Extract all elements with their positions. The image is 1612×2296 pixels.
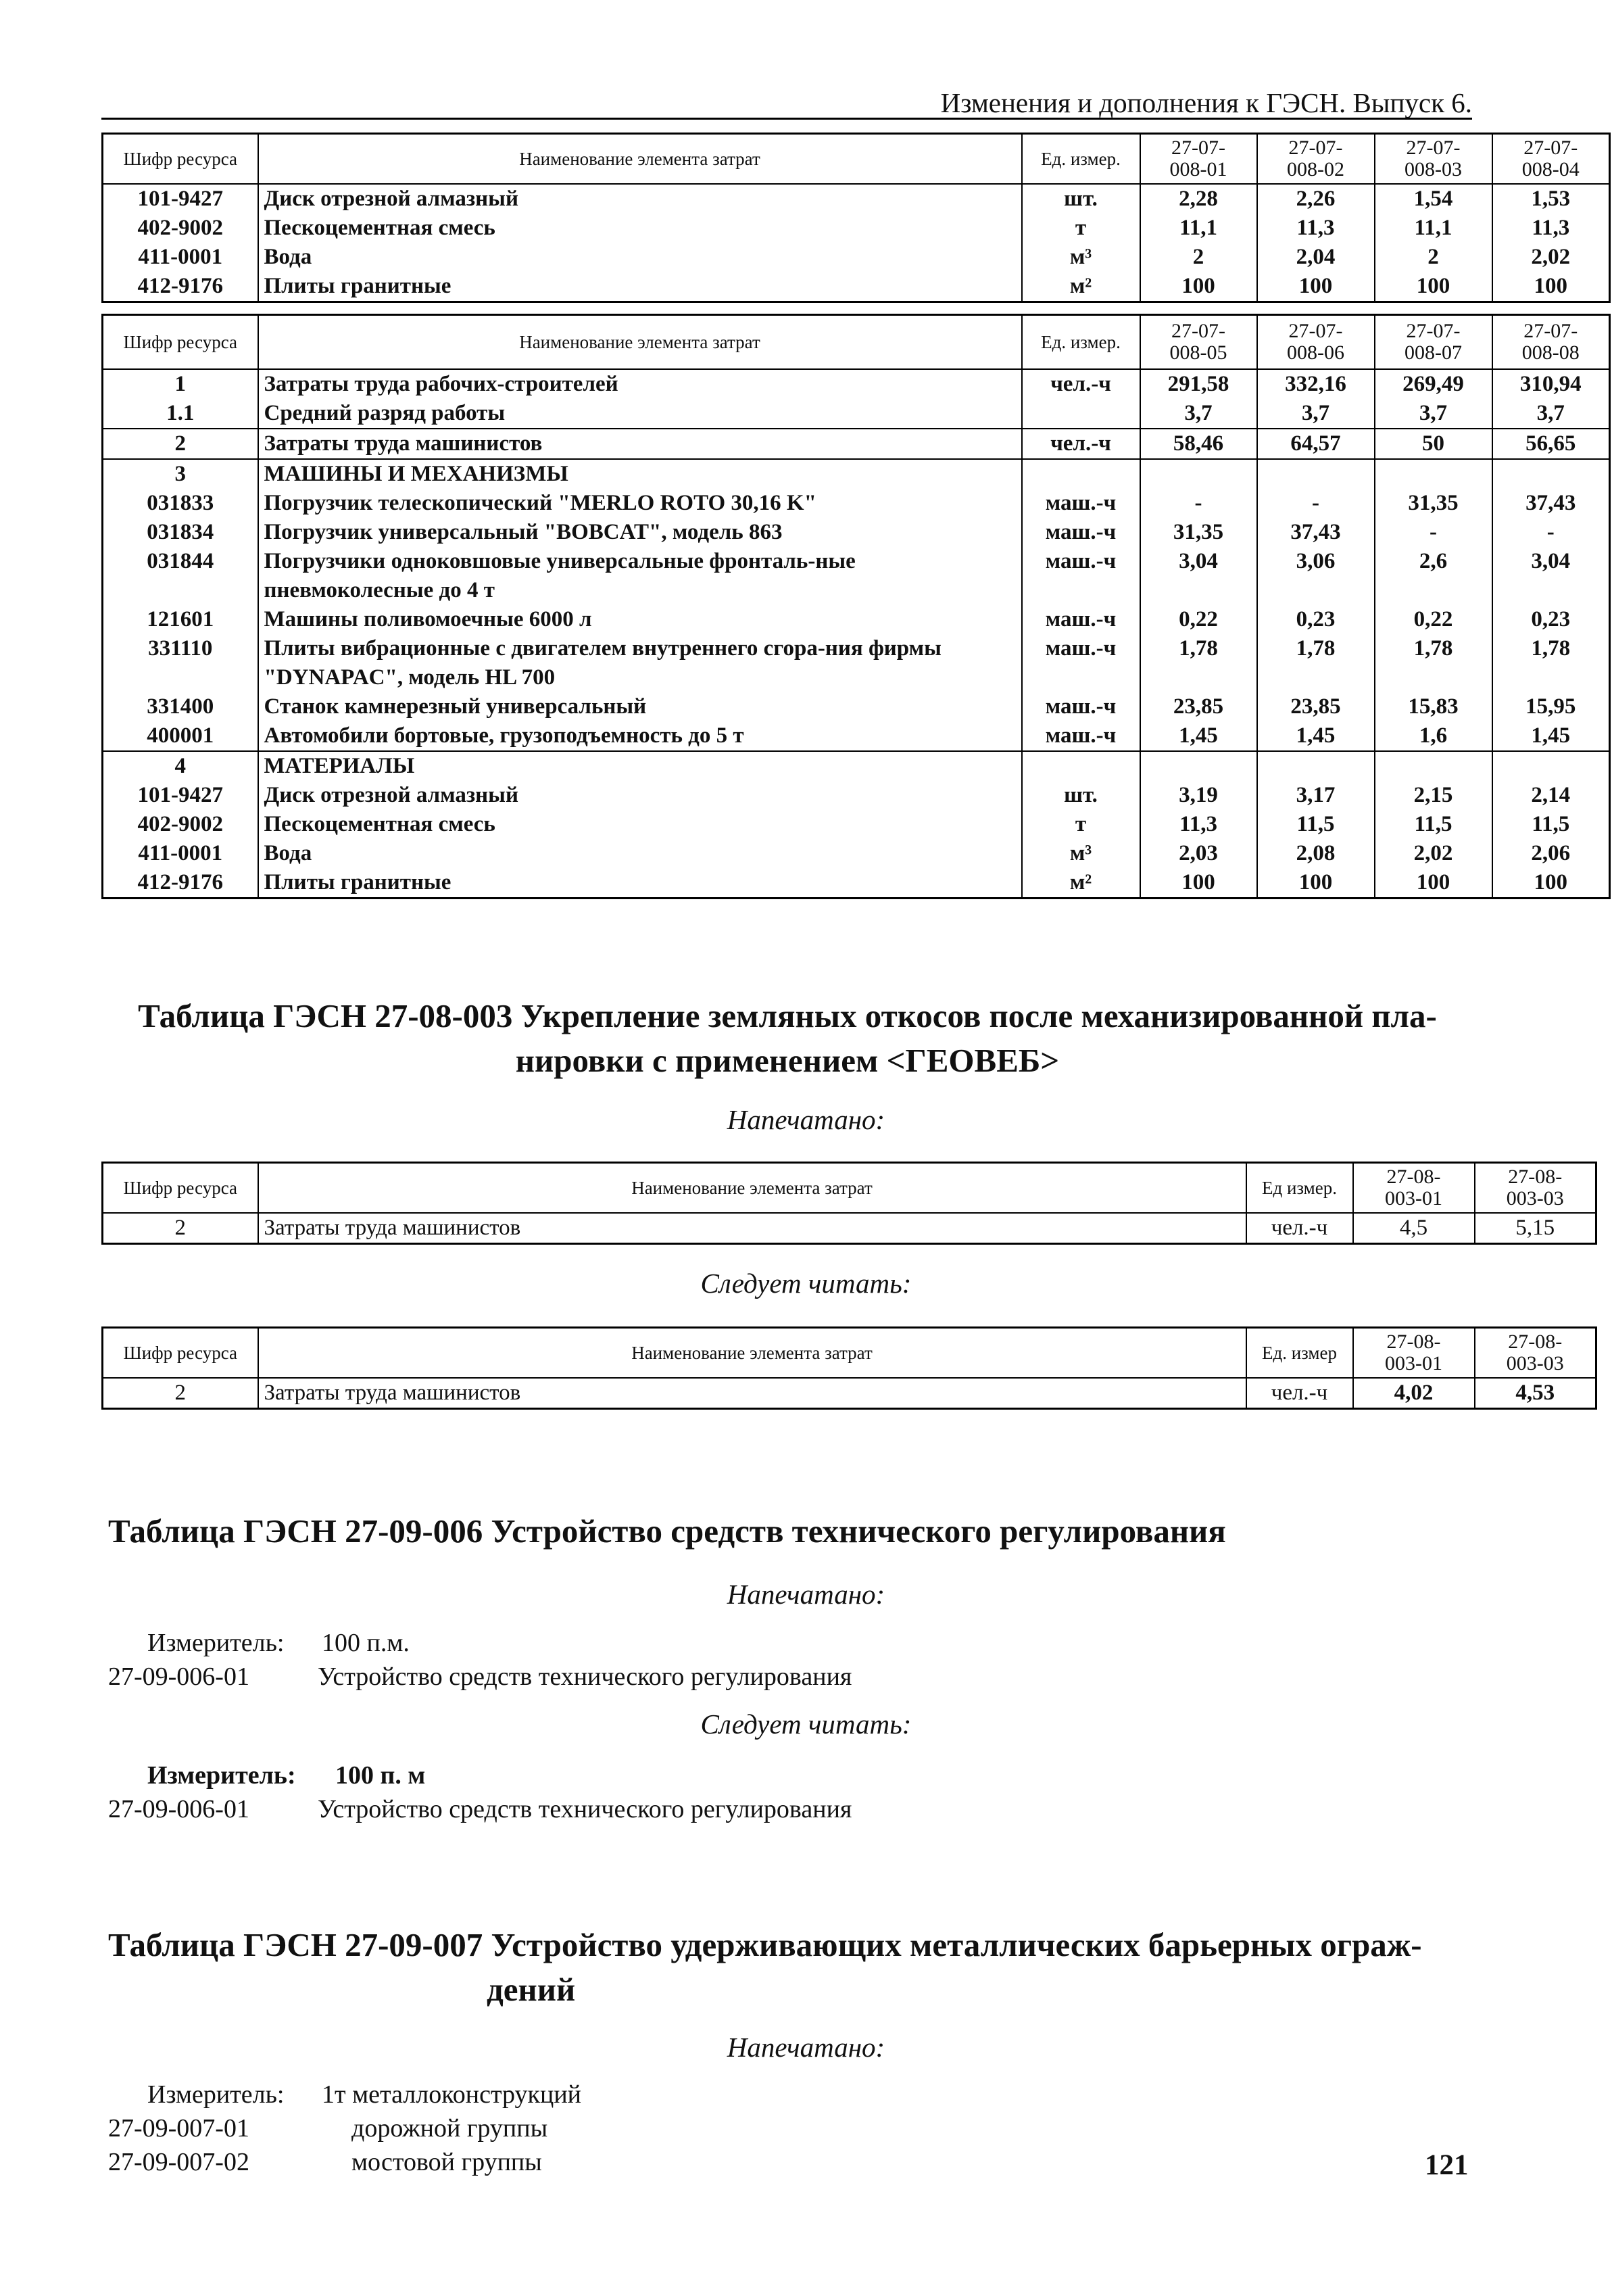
table-row bbox=[103, 634, 1610, 692]
page-number: 121 bbox=[1425, 2149, 1469, 2181]
cell-value: 1,78 bbox=[1375, 634, 1492, 692]
cell-value bbox=[1492, 459, 1610, 489]
cell-value: 2,15 bbox=[1375, 781, 1492, 810]
cell-unit: маш.-ч bbox=[1022, 605, 1140, 634]
table-row bbox=[103, 214, 1610, 243]
cell-code: 3 bbox=[103, 459, 258, 489]
cell-value: 3,7 bbox=[1375, 399, 1492, 429]
cell-unit: чел.-ч bbox=[1246, 1378, 1353, 1409]
col-header-name: Наименование элемента затрат bbox=[258, 134, 1022, 185]
cell-value: 11,5 bbox=[1492, 810, 1610, 839]
section-heading-27-08-003 bbox=[101, 994, 1473, 1083]
cell-name: Вода bbox=[258, 839, 1022, 868]
cell-name: Погрузчики одноковшовые универсальные фронталь-ные пневмоколесные до 4 т bbox=[258, 547, 1022, 605]
cell-unit bbox=[1022, 751, 1140, 781]
cell-unit: т bbox=[1022, 214, 1140, 243]
cell-value: 56,65 bbox=[1492, 429, 1610, 459]
table-header-row bbox=[103, 1163, 1596, 1214]
cell-value: 0,22 bbox=[1375, 605, 1492, 634]
col-header-norm: 27-08- 003-01 bbox=[1353, 1328, 1475, 1379]
cell-name: Плиты вибрационные с двигателем внутреннего сгора-ния фирмы "DYNAPAC", модель HL 700 bbox=[258, 634, 1022, 692]
resources-table-2 bbox=[101, 314, 1611, 899]
table-row bbox=[103, 547, 1610, 605]
table-row bbox=[103, 1213, 1596, 1244]
cell-value: 2,28 bbox=[1140, 184, 1257, 214]
heading-line: Таблица ГЭСН 27-09-006 Устройство средств технического регулирования bbox=[108, 1512, 1226, 1550]
cell-value: 2,06 bbox=[1492, 839, 1610, 868]
cell-code: 101-9427 bbox=[137, 783, 223, 807]
table-row bbox=[103, 459, 1610, 489]
cell-value: - bbox=[1492, 518, 1610, 547]
cell-value: 100 bbox=[1492, 868, 1610, 899]
cell-value: 2,26 bbox=[1257, 184, 1375, 214]
cell-name: Диск отрезной алмазный bbox=[258, 781, 1022, 810]
col-header-name: Наименование элемента затрат bbox=[258, 315, 1022, 370]
cell-code: 412-9176 bbox=[137, 274, 223, 298]
cell-value: 4,53 bbox=[1475, 1378, 1596, 1409]
cell-value: 291,58 bbox=[1140, 369, 1257, 399]
col-header-norm: 27-08- 003-03 bbox=[1475, 1328, 1596, 1379]
cell-value: - bbox=[1257, 489, 1375, 518]
cell-name: Плиты гранитные bbox=[258, 868, 1022, 899]
cell-code: 402-9002 bbox=[137, 812, 223, 836]
col-header-norm: 27-08- 003-01 bbox=[1353, 1163, 1475, 1214]
meter-value: 100 п.м. bbox=[322, 1629, 410, 1657]
printed-label: Напечатано: bbox=[727, 2032, 885, 2063]
cell-value: 2,02 bbox=[1492, 243, 1610, 272]
cell-value: 2,14 bbox=[1492, 781, 1610, 810]
cell-value: 0,23 bbox=[1492, 605, 1610, 634]
cell-name: Автомобили бортовые, грузоподъемность до 5 т bbox=[258, 721, 1022, 751]
cell-value: 100 bbox=[1375, 868, 1492, 899]
cell-name: Затраты труда машинистов bbox=[258, 1378, 1246, 1409]
cell-value bbox=[1257, 751, 1375, 781]
table-row bbox=[103, 1378, 1596, 1409]
cell-unit bbox=[1022, 459, 1140, 489]
cell-unit: шт. bbox=[1022, 184, 1140, 214]
cell-name: МАТЕРИАЛЫ bbox=[258, 751, 1022, 781]
heading-line-1: Таблица ГЭСН 27-09-007 Устройство удерживающих металлических барьерных ограж- bbox=[108, 1926, 1422, 1963]
cell-name: Станок камнерезный универсальный bbox=[258, 692, 1022, 721]
table-row bbox=[103, 272, 1610, 302]
table-row bbox=[103, 184, 1610, 214]
cell-code: 031833 bbox=[147, 491, 214, 515]
cell-value: 1,6 bbox=[1375, 721, 1492, 751]
col-header-norm: 27-07- 008-08 bbox=[1492, 315, 1610, 370]
cell-code: 411-0001 bbox=[138, 841, 223, 865]
cell-value: 1,45 bbox=[1257, 721, 1375, 751]
table-row bbox=[103, 781, 1610, 810]
col-header-name: Наименование элемента затрат bbox=[258, 1328, 1246, 1379]
table-header-row bbox=[103, 134, 1610, 185]
cell-value: 3,04 bbox=[1140, 547, 1257, 605]
item-name: мостовой группы bbox=[351, 2148, 542, 2176]
running-header bbox=[101, 87, 1472, 120]
cell-value: 2 bbox=[1140, 243, 1257, 272]
cell-unit bbox=[1022, 399, 1140, 429]
table-row bbox=[103, 399, 1610, 429]
cell-value: 1,45 bbox=[1492, 721, 1610, 751]
cell-value: 31,35 bbox=[1140, 518, 1257, 547]
col-header-code: Шифр ресурса bbox=[103, 315, 258, 370]
meter-label: Измеритель: bbox=[147, 1761, 296, 1790]
cell-value: 11,1 bbox=[1375, 214, 1492, 243]
item-code: 27-09-006-01 bbox=[108, 1663, 249, 1691]
col-header-unit: Ед измер. bbox=[1246, 1163, 1353, 1214]
col-header-code: Шифр ресурса bbox=[103, 1163, 258, 1214]
cell-value: 11,5 bbox=[1257, 810, 1375, 839]
cell-value: 269,49 bbox=[1375, 369, 1492, 399]
cell-value: 2,6 bbox=[1375, 547, 1492, 605]
read-table-27-08-003 bbox=[101, 1326, 1597, 1410]
meter-label: Измеритель: bbox=[147, 1629, 285, 1657]
cell-value: 3,17 bbox=[1257, 781, 1375, 810]
cell-value: 11,3 bbox=[1140, 810, 1257, 839]
running-header-title: Изменения и дополнения к ГЭСН. Выпуск 6. bbox=[940, 87, 1472, 118]
table-row bbox=[103, 868, 1610, 899]
cell-value: 2,04 bbox=[1257, 243, 1375, 272]
table-row bbox=[103, 605, 1610, 634]
cell-name: Плиты гранитные bbox=[258, 272, 1022, 302]
cell-unit: маш.-ч bbox=[1022, 489, 1140, 518]
cell-name: МАШИНЫ И МЕХАНИЗМЫ bbox=[258, 459, 1022, 489]
table-header-row bbox=[103, 1328, 1596, 1379]
col-header-norm: 27-07- 008-04 bbox=[1492, 134, 1610, 185]
cell-value: 1,54 bbox=[1375, 184, 1492, 214]
heading-line-2: дений bbox=[487, 1971, 576, 2008]
table-row bbox=[103, 429, 1610, 459]
cell-value: 3,06 bbox=[1257, 547, 1375, 605]
cell-code: 031834 bbox=[147, 520, 214, 544]
cell-value: 1,45 bbox=[1140, 721, 1257, 751]
col-header-unit: Ед. измер bbox=[1246, 1328, 1353, 1379]
col-header-code: Шифр ресурса bbox=[103, 134, 258, 185]
cell-code: 400001 bbox=[147, 723, 214, 748]
cell-value: 64,57 bbox=[1257, 429, 1375, 459]
read-label: Следует читать: bbox=[700, 1268, 912, 1299]
cell-value: 58,46 bbox=[1140, 429, 1257, 459]
cell-code: 402-9002 bbox=[137, 216, 223, 240]
cell-value: 100 bbox=[1257, 868, 1375, 899]
cell-value bbox=[1257, 459, 1375, 489]
cell-code: 331110 bbox=[148, 636, 213, 661]
cell-unit: м² bbox=[1022, 272, 1140, 302]
cell-value bbox=[1140, 751, 1257, 781]
table-row bbox=[103, 692, 1610, 721]
cell-value: 100 bbox=[1140, 868, 1257, 899]
cell-value: 37,43 bbox=[1492, 489, 1610, 518]
col-header-norm: 27-07- 008-06 bbox=[1257, 315, 1375, 370]
item-code: 27-09-007-01 bbox=[108, 2114, 249, 2143]
table-row bbox=[103, 810, 1610, 839]
cell-value: 31,35 bbox=[1375, 489, 1492, 518]
cell-unit: м³ bbox=[1022, 243, 1140, 272]
cell-value: 100 bbox=[1257, 272, 1375, 302]
cell-name: Пескоцементная смесь bbox=[258, 214, 1022, 243]
cell-value: 11,3 bbox=[1492, 214, 1610, 243]
printed-label: Напечатано: bbox=[727, 1104, 885, 1135]
col-header-norm: 27-07- 008-02 bbox=[1257, 134, 1375, 185]
cell-value bbox=[1140, 459, 1257, 489]
cell-value: 2,03 bbox=[1140, 839, 1257, 868]
cell-name: Машины поливомоечные 6000 л bbox=[258, 605, 1022, 634]
table-row bbox=[103, 751, 1610, 781]
col-header-name: Наименование элемента затрат bbox=[258, 1163, 1246, 1214]
col-header-unit: Ед. измер. bbox=[1022, 134, 1140, 185]
cell-value: 3,04 bbox=[1492, 547, 1610, 605]
cell-value: - bbox=[1375, 518, 1492, 547]
cell-value bbox=[1375, 751, 1492, 781]
item-name: Устройство средств технического регулирования bbox=[318, 1795, 852, 1823]
table-row bbox=[103, 721, 1610, 751]
cell-name: Погрузчик телескопический "MERLO ROTO 30,16 K" bbox=[258, 489, 1022, 518]
cell-value: 15,95 bbox=[1492, 692, 1610, 721]
cell-unit: шт. bbox=[1022, 781, 1140, 810]
cell-value: 50 bbox=[1375, 429, 1492, 459]
table-row bbox=[103, 518, 1610, 547]
cell-value: 4,5 bbox=[1353, 1213, 1475, 1244]
cell-value: 23,85 bbox=[1257, 692, 1375, 721]
cell-value: 100 bbox=[1375, 272, 1492, 302]
section-heading-27-09-006 bbox=[108, 1509, 1480, 1554]
cell-value: 100 bbox=[1140, 272, 1257, 302]
cell-value: - bbox=[1140, 489, 1257, 518]
cell-name: Погрузчик универсальный "BOBCAT", модель 863 bbox=[258, 518, 1022, 547]
cell-code: 2 bbox=[103, 429, 258, 459]
cell-value: 2,02 bbox=[1375, 839, 1492, 868]
cell-unit: маш.-ч bbox=[1022, 547, 1140, 605]
cell-unit: маш.-ч bbox=[1022, 692, 1140, 721]
table-row bbox=[103, 243, 1610, 272]
cell-value: 3,7 bbox=[1140, 399, 1257, 429]
cell-code: 411-0001 bbox=[138, 245, 223, 269]
cell-name: Диск отрезной алмазный bbox=[258, 184, 1022, 214]
cell-value: 11,5 bbox=[1375, 810, 1492, 839]
table-row bbox=[103, 489, 1610, 518]
col-header-code: Шифр ресурса bbox=[103, 1328, 258, 1379]
cell-name: Средний разряд работы bbox=[258, 399, 1022, 429]
cell-value: 4,02 bbox=[1353, 1378, 1475, 1409]
cell-code: 4 bbox=[103, 751, 258, 781]
cell-value: 1,78 bbox=[1492, 634, 1610, 692]
meter-value: 100 п. м bbox=[335, 1761, 426, 1790]
cell-code: 1.1 bbox=[166, 401, 195, 425]
cell-code: 101-9427 bbox=[103, 184, 258, 214]
cell-value: 2 bbox=[1375, 243, 1492, 272]
cell-unit: чел.-ч bbox=[1246, 1213, 1353, 1244]
cell-name: Затраты труда машинистов bbox=[258, 1213, 1246, 1244]
cell-value: 3,19 bbox=[1140, 781, 1257, 810]
cell-name: Пескоцементная смесь bbox=[258, 810, 1022, 839]
cell-unit: маш.-ч bbox=[1022, 721, 1140, 751]
table-row bbox=[103, 369, 1610, 399]
cell-value: 1,78 bbox=[1257, 634, 1375, 692]
cell-unit: чел.-ч bbox=[1022, 369, 1140, 399]
cell-unit: маш.-ч bbox=[1022, 634, 1140, 692]
col-header-norm: 27-07- 008-05 bbox=[1140, 315, 1257, 370]
cell-code: 2 bbox=[103, 1213, 258, 1244]
cell-unit: м³ bbox=[1022, 839, 1140, 868]
table-row bbox=[103, 839, 1610, 868]
item-code: 27-09-007-02 bbox=[108, 2148, 249, 2176]
item-name: дорожной группы bbox=[351, 2114, 548, 2143]
cell-value: 0,23 bbox=[1257, 605, 1375, 634]
col-header-norm: 27-08- 003-03 bbox=[1475, 1163, 1596, 1214]
printed-label: Напечатано: bbox=[727, 1579, 885, 1610]
cell-value: 15,83 bbox=[1375, 692, 1492, 721]
cell-unit: т bbox=[1022, 810, 1140, 839]
cell-value: 37,43 bbox=[1257, 518, 1375, 547]
cell-value: 0,22 bbox=[1140, 605, 1257, 634]
cell-value bbox=[1375, 459, 1492, 489]
cell-value: 11,1 bbox=[1140, 214, 1257, 243]
cell-value: 1,78 bbox=[1140, 634, 1257, 692]
cell-value: 310,94 bbox=[1492, 369, 1610, 399]
col-header-norm: 27-07- 008-03 bbox=[1375, 134, 1492, 185]
cell-unit: маш.-ч bbox=[1022, 518, 1140, 547]
cell-value: 23,85 bbox=[1140, 692, 1257, 721]
cell-value: 5,15 bbox=[1475, 1213, 1596, 1244]
cell-value: 1,53 bbox=[1492, 184, 1610, 214]
col-header-unit: Ед. измер. bbox=[1022, 315, 1140, 370]
cell-value: 2,08 bbox=[1257, 839, 1375, 868]
cell-code: 121601 bbox=[147, 607, 214, 631]
item-code: 27-09-006-01 bbox=[108, 1795, 249, 1823]
cell-value: 3,7 bbox=[1492, 399, 1610, 429]
read-label: Следует читать: bbox=[700, 1708, 912, 1740]
cell-name: Вода bbox=[258, 243, 1022, 272]
cell-code: 412-9176 bbox=[137, 870, 223, 894]
meter-label: Измеритель: bbox=[147, 2080, 285, 2109]
cell-name: Затраты труда машинистов bbox=[258, 429, 1022, 459]
cell-unit: чел.-ч bbox=[1022, 429, 1140, 459]
section-heading-27-09-007 bbox=[108, 1923, 1480, 2012]
cell-value: 332,16 bbox=[1257, 369, 1375, 399]
cell-value: 3,7 bbox=[1257, 399, 1375, 429]
col-header-norm: 27-07- 008-01 bbox=[1140, 134, 1257, 185]
cell-unit: м² bbox=[1022, 868, 1140, 899]
cell-value: 11,3 bbox=[1257, 214, 1375, 243]
cell-value: 100 bbox=[1492, 272, 1610, 302]
col-header-norm: 27-07- 008-07 bbox=[1375, 315, 1492, 370]
table-header-row bbox=[103, 315, 1610, 370]
cell-name: Затраты труда рабочих-строителей bbox=[258, 369, 1022, 399]
cell-value bbox=[1492, 751, 1610, 781]
meter-value: 1т металлоконструкций bbox=[322, 2080, 581, 2109]
heading-line-1: Таблица ГЭСН 27-08-003 Укрепление земляных откосов после механизированной пла- bbox=[138, 997, 1437, 1034]
cell-code: 031844 bbox=[147, 549, 214, 573]
resources-table-1 bbox=[101, 133, 1611, 303]
cell-code: 2 bbox=[103, 1378, 258, 1409]
item-name: Устройство средств технического регулирования bbox=[318, 1663, 852, 1691]
cell-code: 1 bbox=[103, 369, 258, 399]
printed-table-27-08-003 bbox=[101, 1162, 1597, 1245]
heading-line-2: нировки с применением <ГЕОВЕБ> bbox=[515, 1042, 1060, 1079]
cell-code: 331400 bbox=[147, 694, 214, 719]
